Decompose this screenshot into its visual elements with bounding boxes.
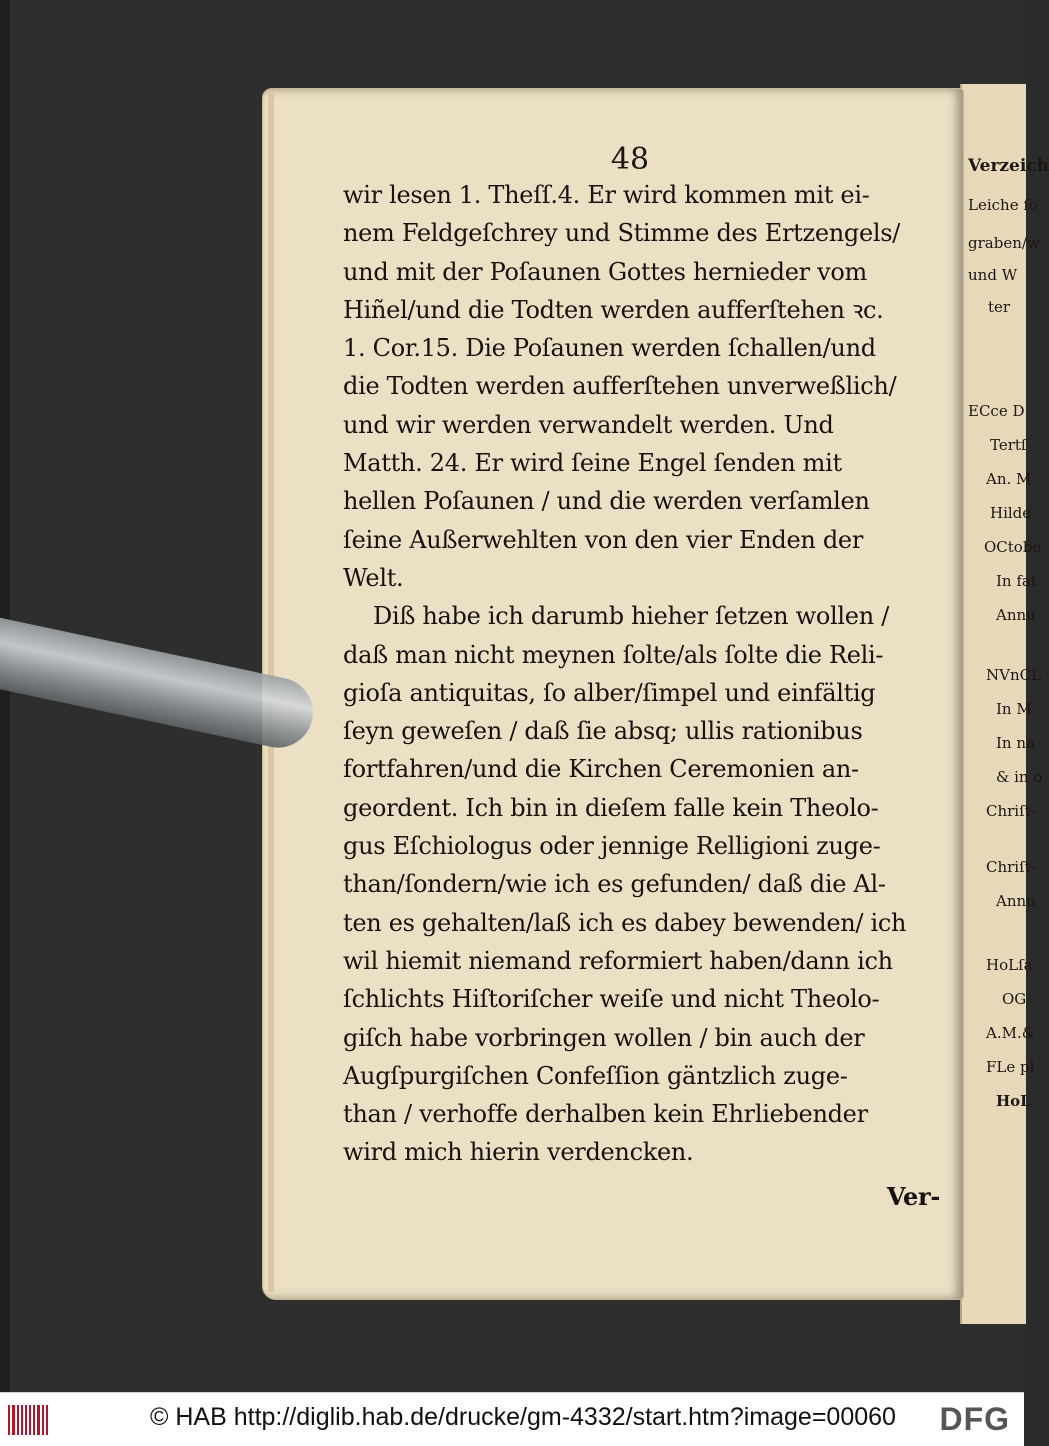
- text-line: gioſa antiquitas, ſo alber/ſimpel und einfältig: [343, 678, 876, 707]
- text-line: hellen Poſaunen / und die werden verſamlen: [343, 487, 870, 516]
- text-line: nem Feldgeſchrey und Stimme des Ertzengels/: [343, 219, 901, 248]
- neighbor-line: Annu: [996, 892, 1036, 910]
- catchword: Ver-: [886, 1181, 940, 1211]
- text-line: geordent. Ich bin in dieſem falle kein Theolo-: [343, 793, 879, 822]
- text-line: 1. Cor.15. Die Poſaunen werden ſchallen/und: [343, 334, 876, 363]
- page-text-block: [343, 176, 940, 1216]
- text-line: daß man nicht meynen ſolte/als ſolte die Reli-: [343, 640, 884, 669]
- copyright-url-text: © HAB http://diglib.hab.de/drucke/gm-4332/start.htm?image=00060: [150, 1403, 896, 1431]
- neighbor-line: Leiche ſo: [968, 196, 1038, 214]
- text-line: die Todten werden aufferſtehen unverweßlich/: [343, 372, 897, 401]
- neighbor-line: Verzeich: [968, 156, 1049, 176]
- neighbor-line: ter: [988, 298, 1011, 316]
- text-line: than/ſondern/wie ich es gefunden/ daß die Al-: [343, 870, 886, 899]
- text-line: ſeyn geweſen / daß ſie absq; ullis rationibus: [343, 717, 863, 746]
- neighbor-line: Hilde: [990, 504, 1032, 522]
- text-line: Augſpurgiſchen Confeſſion gäntzlich zuge-: [343, 1061, 848, 1090]
- page-number: 48: [610, 142, 650, 177]
- neighbor-line: In fat: [996, 572, 1037, 590]
- neighbor-line: Chriſt-: [986, 802, 1036, 820]
- dfg-logo: DFG: [939, 1401, 1010, 1437]
- text-line: Hiñel/und die Todten werden aufferſtehen ꝛc.: [343, 295, 884, 324]
- text-line: giſch habe vorbringen wollen / bin auch der: [343, 1023, 865, 1052]
- text-line: ten es gehalten/laß ich es dabey bewenden/ ich: [343, 908, 907, 937]
- text-line: ſeine Außerwehlten von den vier Enden der: [343, 525, 864, 554]
- footer-bar: [0, 1392, 1024, 1446]
- text-line: fortfahren/und die Kirchen Ceremonien an-: [343, 755, 859, 784]
- text-line: Welt.: [343, 563, 404, 592]
- neighbor-line: HoL: [996, 1092, 1031, 1110]
- neighbor-line: An. M: [986, 470, 1032, 488]
- neighbor-line: HoLſa: [986, 956, 1033, 974]
- text-line: Diß habe ich darumb hieher ſetzen wollen /: [373, 602, 889, 631]
- text-line: und wir werden verwandelt werden. Und: [343, 410, 834, 439]
- neighbor-line: FLe pl: [986, 1058, 1035, 1076]
- background-edge: [0, 0, 10, 1392]
- neighbor-line: OG: [1002, 990, 1027, 1008]
- neighbor-line: In na: [996, 734, 1035, 752]
- neighbor-page: [960, 84, 1049, 1324]
- text-line: than / verhoffe derhalben kein Ehrliebender: [343, 1100, 868, 1129]
- neighbor-line: A.M.&: [986, 1024, 1036, 1042]
- neighbor-line: Annu: [996, 606, 1036, 624]
- text-line: wir lesen 1. Theſſ.4. Er wird kommen mit ei-: [343, 181, 870, 209]
- neighbor-line: und W: [968, 266, 1018, 284]
- neighbor-line: Chriſt-: [986, 858, 1036, 876]
- text-line: und mit der Poſaunen Gottes hernieder vom: [343, 257, 867, 286]
- text-line: wird mich hierin verdencken.: [343, 1138, 694, 1167]
- text-line: wil hiemit niemand reformiert haben/dann ich: [343, 946, 893, 975]
- neighbor-line: Tertſ: [990, 436, 1027, 454]
- neighbor-line: graben/w: [968, 234, 1040, 252]
- barcode-icon: [8, 1405, 48, 1435]
- neighbor-line: OCtobe: [984, 538, 1042, 556]
- text-line: gus Eſchiologus oder jennige Relligioni zuge-: [343, 832, 881, 861]
- text-line: ſchlichts Hiſtoriſcher weiſe und nicht Theolo-: [343, 985, 880, 1014]
- neighbor-line: In M: [996, 700, 1032, 718]
- neighbor-line: & in o: [996, 768, 1043, 786]
- neighbor-line: NVnCL: [986, 666, 1042, 684]
- text-line: Matth. 24. Er wird ſeine Engel ſenden mit: [343, 449, 842, 478]
- neighbor-line: ECce D: [968, 402, 1025, 420]
